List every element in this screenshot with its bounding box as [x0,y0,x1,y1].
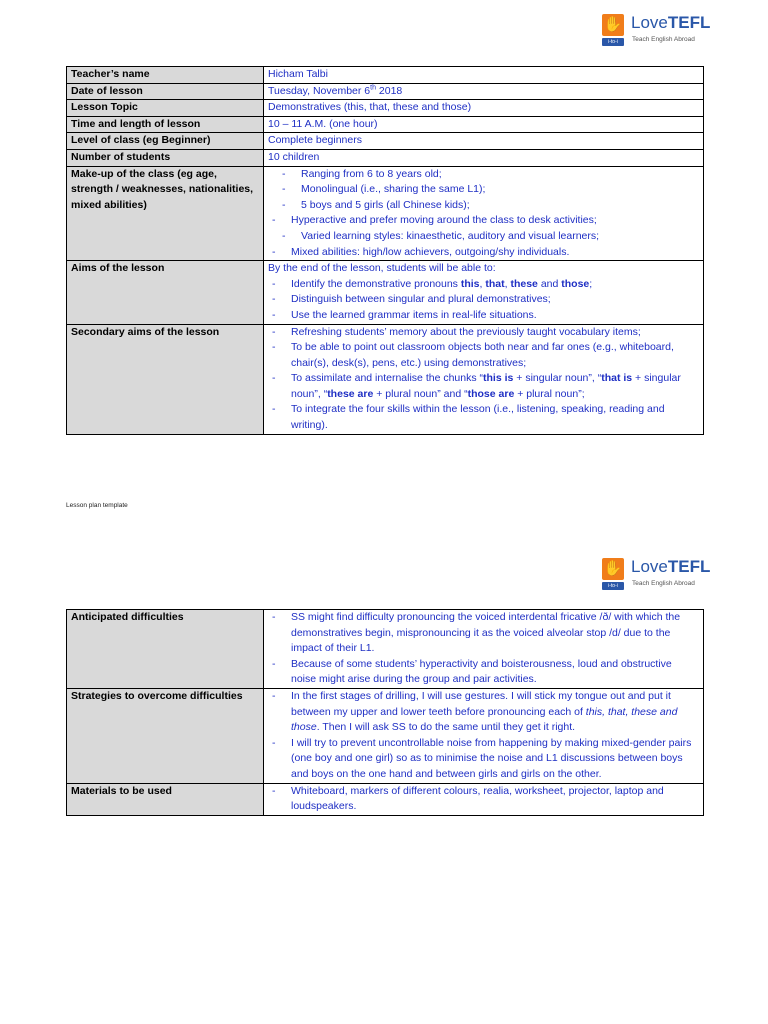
aims-intro: By the end of the lesson, students will be able to: [268,262,496,275]
level-label: Level of class (eg Beginner) [67,133,264,150]
list-item: - Hyperactive and prefer moving around the class to desk activities; [268,213,699,229]
materials-label: Materials to be used [67,783,264,815]
difficulties-list [264,610,704,689]
footer-note: Lesson plan template [66,502,128,509]
list-item: - Whiteboard, markers of different colours, realia, worksheet, projector, laptop and loudspeakers. [268,784,699,815]
makeup-list [264,166,704,261]
topic-value: Demonstratives (this, that, these and those) [264,100,704,117]
secondary-aims-list [264,324,704,434]
list-item: - Varied learning styles: kinaesthetic, auditory and visual learners; [268,229,699,245]
logo-hand-icon: ✋ i-to-i [603,16,623,45]
strategies-label: Strategies to overcome difficulties [67,688,264,783]
list-item: - Distinguish between singular and plural demonstratives; [268,292,699,308]
list-item: - I will try to prevent uncontrollable noise from happening by making mixed-gender pairs (one boy and one girl) so as to minimise the noise and L1 discussions between boys and boys on the one hand and between girls and girls on the other. [268,736,699,783]
list-item: - Mixed abilities: high/low achievers, outgoing/shy individuals. [268,245,699,261]
list-item: - In the first stages of drilling, I will use gestures. I will stick my tongue out and put it between my upper and lower teeth before pronouncing each of this, that, these and those. Then I will ask SS to do the same until they get it right. [268,689,699,736]
list-item: - SS might find difficulty pronouncing the voiced interdental fricative /ð/ with which the demonstratives begin, mispronouncing it as the voiced alveolar stop /d/ due to the impact of their L1. [268,610,699,657]
time-label: Time and length of lesson [67,116,264,133]
brand-tagline: Teach English Abroad [632,580,695,587]
list-item: - Monolingual (i.e., sharing the same L1); [268,182,699,198]
lovetefl-logo [602,558,712,594]
brand-tagline: Teach English Abroad [632,36,695,43]
brand-name: LoveTEFL [631,13,711,32]
list-item: - Use the learned grammar items in real-life situations. [268,308,699,324]
list-item: - To assimilate and internalise the chunks “this is + singular noun”, “that is + singular noun”, “these are + plural noun” and “those are + plural noun”; [268,371,699,402]
list-item: - Refreshing students’ memory about the previously taught vocabulary items; [268,325,699,341]
list-item: - Identify the demonstrative pronouns this, that, these and those; [268,277,699,293]
secondary-aims-label: Secondary aims of the lesson [67,324,264,434]
teacher-label: Teacher’s name [67,67,264,84]
strategies-list [264,688,704,783]
lovetefl-logo [602,14,712,50]
students-label: Number of students [67,149,264,166]
makeup-label: Make-up of the class (eg age, strength / weaknesses, nationalities, mixed abilities) [67,166,264,261]
aims-list [264,261,704,324]
materials-list [264,783,704,815]
logo-hand-icon: ✋ i-to-i [603,560,623,589]
aims-label: Aims of the lesson [67,261,264,324]
list-item: - Ranging from 6 to 8 years old; [268,167,699,183]
students-value: 10 children [264,149,704,166]
time-value: 10 – 11 A.M. (one hour) [264,116,704,133]
difficulties-label: Anticipated difficulties [67,610,264,689]
list-item: - To be able to point out classroom objects both near and far ones (e.g., whiteboard, chair(s), desk(s), pens, etc.) using demonstratives; [268,340,699,371]
lesson-info-table [66,66,704,435]
brand-name: LoveTEFL [631,557,711,576]
topic-label: Lesson Topic [67,100,264,117]
level-value: Complete beginners [264,133,704,150]
teacher-value: Hicham Talbi [264,67,704,84]
date-label: Date of lesson [67,83,264,100]
list-item: - 5 boys and 5 girls (all Chinese kids); [268,198,699,214]
date-value: Tuesday, November 6th 2018 [264,83,704,100]
lesson-difficulties-table [66,609,704,816]
list-item: - Because of some students’ hyperactivity and boisterousness, loud and obstructive noise might arise during the group and pair activities. [268,657,699,688]
list-item: - To integrate the four skills within the lesson (i.e., listening, speaking, reading and writing). [268,402,699,433]
